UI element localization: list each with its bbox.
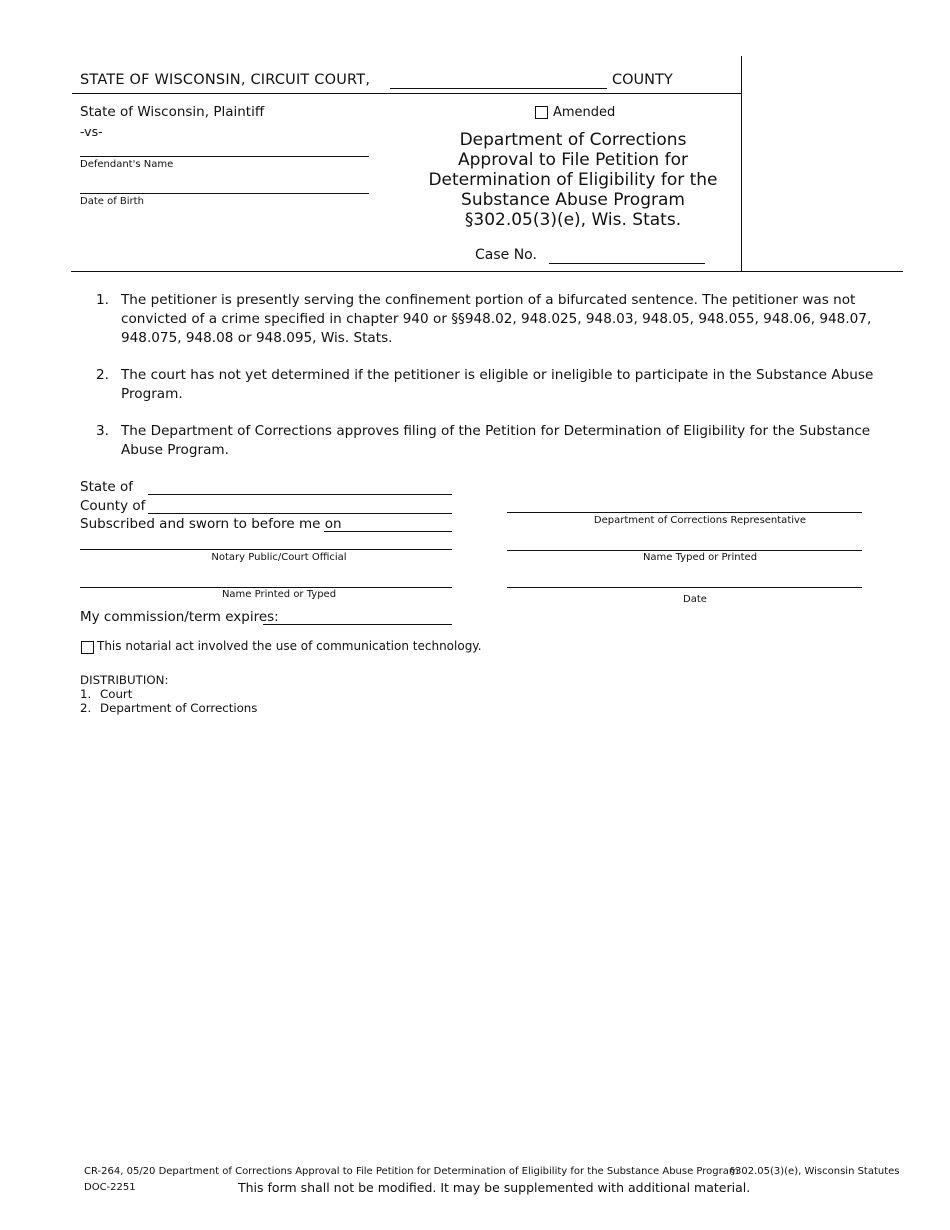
footer-doc-number: DOC-2251 xyxy=(84,1182,136,1193)
amended-checkbox[interactable] xyxy=(535,106,548,119)
communication-technology-label: This notarial act involved the use of communication technology. xyxy=(97,639,482,653)
doc-representative-name-caption: Name Typed or Printed xyxy=(642,552,758,563)
footer-form-id: CR-264, 05/20 Department of Corrections Approval to File Petition for Determination of Eligibility for the Substance Abuse Program xyxy=(84,1166,739,1177)
date-of-birth-field[interactable] xyxy=(80,179,369,194)
distribution-item-label: Court xyxy=(100,687,133,701)
distribution-item-number: 2. xyxy=(80,701,92,715)
notary-county-label: County of xyxy=(80,498,146,514)
caption-bottom-rule xyxy=(71,271,903,272)
paragraph-text: The petitioner is presently serving the confinement portion of a bifurcated sentence. The petitioner was not convicted of a crime specified in chapter 940 or §§948.02, 948.025, 948.03, 948.05, 948.055, 948.06, 948.07, 948.075, 948.08 or 948.095, Wis. Stats. xyxy=(121,292,872,346)
paragraph-1 xyxy=(96,291,880,348)
form-title-line: Department of Corrections xyxy=(459,130,687,150)
footer-notice: This form shall not be modified. It may be supplemented with additional material. xyxy=(238,1180,751,1195)
paragraph-text: The Department of Corrections approves filing of the Petition for Determination of Eligibility for the Substance Abuse Program. xyxy=(121,423,871,458)
county-label: COUNTY xyxy=(612,72,673,88)
paragraph-text: The court has not yet determined if the petitioner is eligible or ineligible to participate in the Substance Abuse Program. xyxy=(121,367,874,402)
form-title xyxy=(412,130,734,230)
date-of-birth-label: Date of Birth xyxy=(80,196,144,207)
sworn-date-field[interactable] xyxy=(324,517,452,532)
paragraph-3 xyxy=(96,422,880,460)
versus-label: -vs- xyxy=(80,124,103,139)
doc-representative-name-field[interactable] xyxy=(507,536,862,551)
notary-name-field[interactable] xyxy=(80,573,452,588)
defendant-name-label: Defendant's Name xyxy=(80,159,174,170)
distribution-title: DISTRIBUTION: xyxy=(80,673,169,687)
notary-name-caption: Name Printed or Typed xyxy=(221,589,337,600)
form-title-line: Approval to File Petition for xyxy=(458,150,688,170)
case-number-field[interactable] xyxy=(549,249,705,264)
notary-signature-caption: Notary Public/Court Official xyxy=(211,552,347,563)
form-title-line: Determination of Eligibility for the xyxy=(428,170,718,190)
amended-label: Amended xyxy=(553,105,616,120)
commission-expires-label: My commission/term expires: xyxy=(80,609,279,625)
notary-state-field[interactable] xyxy=(148,480,452,495)
distribution-item-label: Department of Corrections xyxy=(100,701,258,715)
notary-signature-field[interactable] xyxy=(80,535,452,550)
doc-date-field[interactable] xyxy=(507,573,862,588)
court-header-label: STATE OF WISCONSIN, CIRCUIT COURT, xyxy=(80,72,371,88)
sworn-date-label: Subscribed and sworn to before me on xyxy=(80,516,342,532)
footer-statute: §302.05(3)(e), Wisconsin Statutes xyxy=(730,1166,900,1177)
paragraph-2 xyxy=(96,366,880,404)
notary-county-field[interactable] xyxy=(148,499,452,514)
paragraph-number: 1. xyxy=(96,292,109,308)
distribution-item xyxy=(80,701,257,715)
paragraph-number: 2. xyxy=(96,367,109,383)
distribution-item-number: 1. xyxy=(80,687,92,701)
doc-representative-signature-field[interactable] xyxy=(507,498,862,513)
county-name-field[interactable] xyxy=(390,74,607,89)
form-title-line: Substance Abuse Program xyxy=(461,190,685,210)
paragraph-number: 3. xyxy=(96,423,109,439)
header-vertical-divider xyxy=(741,56,742,272)
notary-state-label: State of xyxy=(80,479,134,495)
form-title-line: §302.05(3)(e), Wis. Stats. xyxy=(464,210,682,230)
plaintiff-label: State of Wisconsin, Plaintiff xyxy=(80,104,265,120)
distribution-list xyxy=(80,673,257,715)
doc-representative-caption: Department of Corrections Representative xyxy=(593,515,807,526)
distribution-item xyxy=(80,687,257,701)
commission-expires-field[interactable] xyxy=(263,610,452,625)
case-number-label: Case No. xyxy=(475,247,537,263)
communication-technology-checkbox[interactable] xyxy=(81,641,94,654)
doc-date-caption: Date xyxy=(683,594,707,605)
header-rule xyxy=(72,93,742,94)
defendant-name-field[interactable] xyxy=(80,142,369,157)
